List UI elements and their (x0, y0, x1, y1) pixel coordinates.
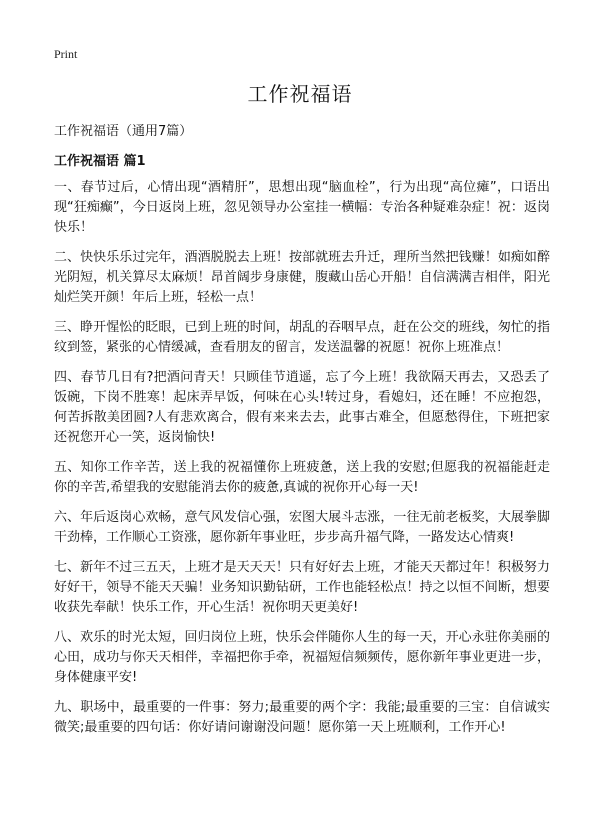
paragraph-5: 五、知你工作辛苦，送上我的祝福懂你上班疲惫，送上我的安慰;但愿我的祝福能赶走你的辛苦,希望我的安慰能消去你的疲惫,真诚的祝你开心每一天! (54, 460, 550, 495)
paragraph-2: 二、快快乐乐过完年，酒酒脱脱去上班！按部就班去升迁，理所当然把钱赚！如痴如醉光阴短，机关算尽太麻烦！昂首阔步身康健，腹藏山岳心开船！自信满满吉相伴，阳光灿烂笑开颜！年后上班，轻松一点！ (54, 250, 550, 305)
print-link[interactable]: Print (54, 47, 78, 61)
paragraph-3: 三、睁开惺忪的眨眼，已到上班的时间，胡乱的吞咽早点，赶在公交的班线，匆忙的指纹到签，紧张的心情缓减，查看朋友的留言，发送温馨的祝愿！祝你上班准点！ (54, 320, 550, 355)
paragraph-4: 四、春节几日有?把酒问青天！只顾佳节逍遥，忘了今上班！我欲隔天再去，又恐丢了饭碗，下岗不胜寒！起床弄早饭，何味在心头!转过身，看媳妇，还在睡！不应抱怨，何苦拆散美团圆?人有悲欢离合，假有来来去去，此事古难全，但愿愁得住，下班把家还祝您开心一笑，返岗愉快! (54, 370, 550, 445)
section-heading: 工作祝福语 篇1 (54, 154, 146, 169)
paragraph-6: 六、年后返岗心欢畅，意气风发信心强，宏图大展斗志涨，一往无前老板奖，大展拳脚干劲棒，工作顺心工资涨，愿你新年事业旺，步步高升福气降，一路发达心情爽! (54, 510, 550, 545)
document-subtitle: 工作祝福语（通用7篇） (54, 124, 193, 139)
paragraph-7: 七、新年不过三五天，上班才是天天天！只有好好去上班，才能天天都过年！积极努力好好干，领导不能天天骗！业务知识勤钻研，工作也能轻松点！持之以恒不间断，想要收获先奉献！快乐工作，开心生活！祝你明天更美好! (54, 560, 550, 615)
paragraph-8: 八、欢乐的时光太短，回归岗位上班，快乐会伴随你人生的每一天，开心永驻你美丽的心田，成功与你天天相伴，幸福把你手牵，祝福短信频频传，愿你新年事业更进一步，身体健康平安! (54, 630, 550, 685)
paragraph-list (54, 178, 550, 748)
document-title: 工作祝福语 (247, 82, 353, 106)
paragraph-9: 九、职场中，最重要的一件事：努力;最重要的两个字：我能;最重要的三宝：自信诚实微笑;最重要的四句话：你好请问谢谢没问题！愿你第一天上班顺利，工作开心! (54, 700, 550, 735)
paragraph-1: 一、春节过后，心情出现“酒精肝”，思想出现“脑血栓”，行为出现“高位瘫”，口语出现“狂痴癫”，今日返岗上班，忽见领导办公室挂一横幅：专治各种疑难杂症！祝：返岗快乐！ (54, 180, 550, 235)
